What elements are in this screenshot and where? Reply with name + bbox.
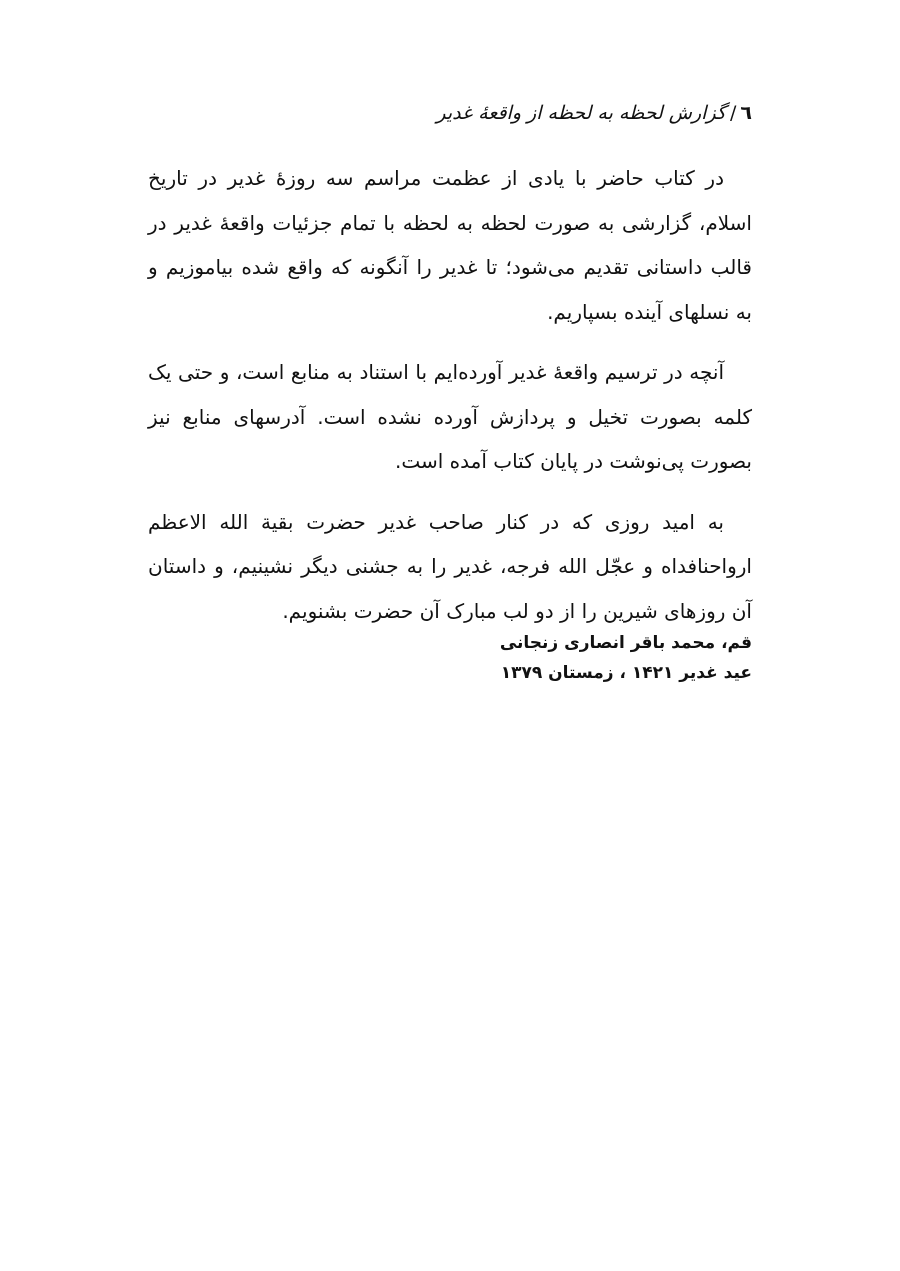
book-title: گزارش لحظه به لحظه از واقعۀ غدیر	[436, 102, 726, 124]
signature-date: عید غدیر ۱۴۲۱ ، زمستان ۱۳۷۹	[500, 663, 752, 683]
paragraph-sources: آنچه در ترسیم واقعۀ غدیر آورده‌ایم با استناد به منابع است، و حتی یک کلمه بصورت تخیل و پردازش آورده نشده است. آدرسهای منابع نیز بصورت پی‌نوشت در پایان کتاب آمده است.	[148, 360, 752, 473]
page-number: ٦	[740, 102, 752, 124]
body-text	[148, 156, 752, 649]
author-signature	[148, 628, 752, 688]
signature-author: قم، محمد باقر انصاری زنجانی	[499, 633, 752, 653]
running-header	[148, 98, 752, 128]
paragraph-intro: در کتاب حاضر با یادی از عظمت مراسم سه روزۀ غدیر در تاریخ اسلام، گزارشی به صورت لحظه به لحظه با تمام جزئیات واقعۀ غدیر در قالب داستانی تقدیم می‌شود؛ تا غدیر را آنگونه که واقع شده بیاموزیم و به نسلهای آینده بسپاریم.	[148, 166, 752, 324]
paragraph-hope: به امید روزی که در کنار صاحب غدیر حضرت بقیة الله الاعظم ارواحنافداه و عجّل الله فرجه، غدیر را به جشنی دیگر نشینیم، و داستان آن روزهای شیرین را از دو لب مبارک آن حضرت بشنویم.	[148, 509, 752, 623]
header-separator: /	[729, 102, 737, 124]
